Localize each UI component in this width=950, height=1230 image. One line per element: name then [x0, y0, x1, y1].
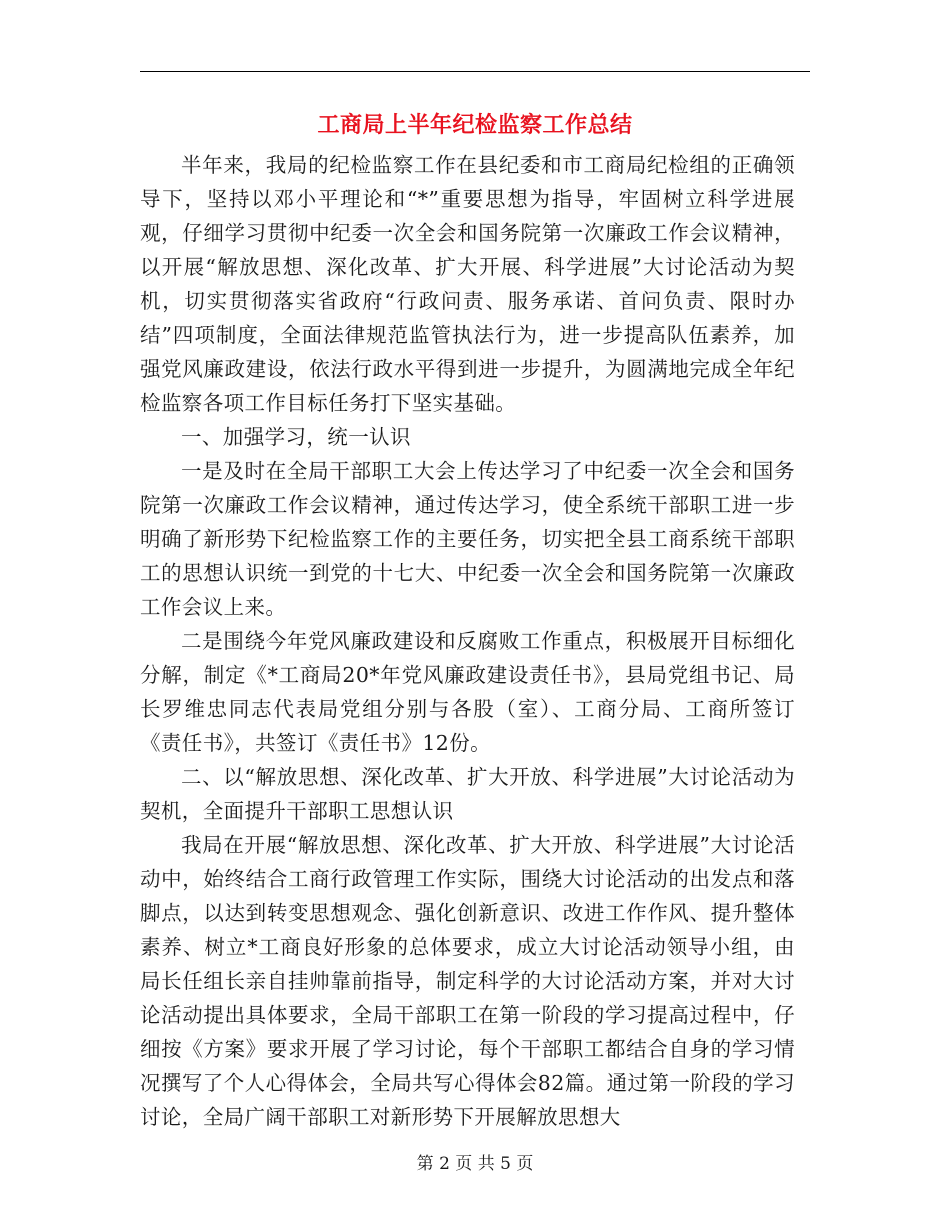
section-1-paragraph-1: 一是及时在全局干部职工大会上传达学习了中纪委一次全会和国务院第一次廉政工作会议精神，通过传达学习，使全系统干部职工进一步明确了新形势下纪检监察工作的主要任务，切实把全县工商系统干部职工的思想认识统一到党的十七大、中纪委一次全会和国务院第一次廉政工作会议上来。 [140, 459, 795, 619]
section-1-paragraph-2: 二是围绕今年党风廉政建设和反腐败工作重点，积极展开目标细化分解，制定《*工商局20*年党风廉政建设责任书》，县局党组书记、局长罗维忠同志代表局党组分别与各股（室）、工商分局、工商所签订《责任书》，共签订《责任书》12份。 [140, 629, 795, 755]
document-body [140, 148, 795, 1134]
section-heading-2: 二、以“解放思想、深化改革、扩大开放、科学进展”大讨论活动为契机，全面提升干部职工思想认识 [140, 765, 795, 823]
document-title: 工商局上半年纪检监察工作总结 [317, 112, 633, 138]
intro-paragraph: 半年来，我局的纪检监察工作在县纪委和市工商局纪检组的正确领导下，坚持以邓小平理论和“*”重要思想为指导，牢固树立科学进展观，仔细学习贯彻中纪委一次全会和国务院第一次廉政工作会议精神，以开展“解放思想、深化改革、扩大开展、科学进展”大讨论活动为契机，切实贯彻落实省政府“行政问责、服务承诺、首问负责、限时办结”四项制度，全面法律规范监管执法行为，进一步提高队伍素养，加强党风廉政建设，依法行政水平得到进一步提升，为圆满地完成全年纪检监察各项工作目标任务打下坚实基础。 [140, 153, 795, 415]
section-heading-1: 一、加强学习，统一认识 [181, 425, 411, 449]
section-2-paragraph-1: 我局在开展“解放思想、深化改革、扩大开放、科学进展”大讨论活动中，始终结合工商行政管理工作实际，围绕大讨论活动的出发点和落脚点，以达到转变思想观念、强化创新意识、改进工作作风、提升整体素养、树立*工商良好形象的总体要求，成立大讨论活动领导小组，由局长任组长亲自挂帅靠前指导，制定科学的大讨论活动方案，并对大讨论活动提出具体要求，全局干部职工在第一阶段的学习提高过程中，仔细按《方案》要求开展了学习讨论，每个干部职工都结合自身的学习情况撰写了个人心得体会，全局共写心得体会82篇。通过第一阶段的学习讨论，全局广阔干部职工对新形势下开展解放思想大 [140, 833, 795, 1129]
header-rule [140, 71, 810, 72]
page-number-footer: 第 2 页 共 5 页 [416, 1154, 534, 1174]
